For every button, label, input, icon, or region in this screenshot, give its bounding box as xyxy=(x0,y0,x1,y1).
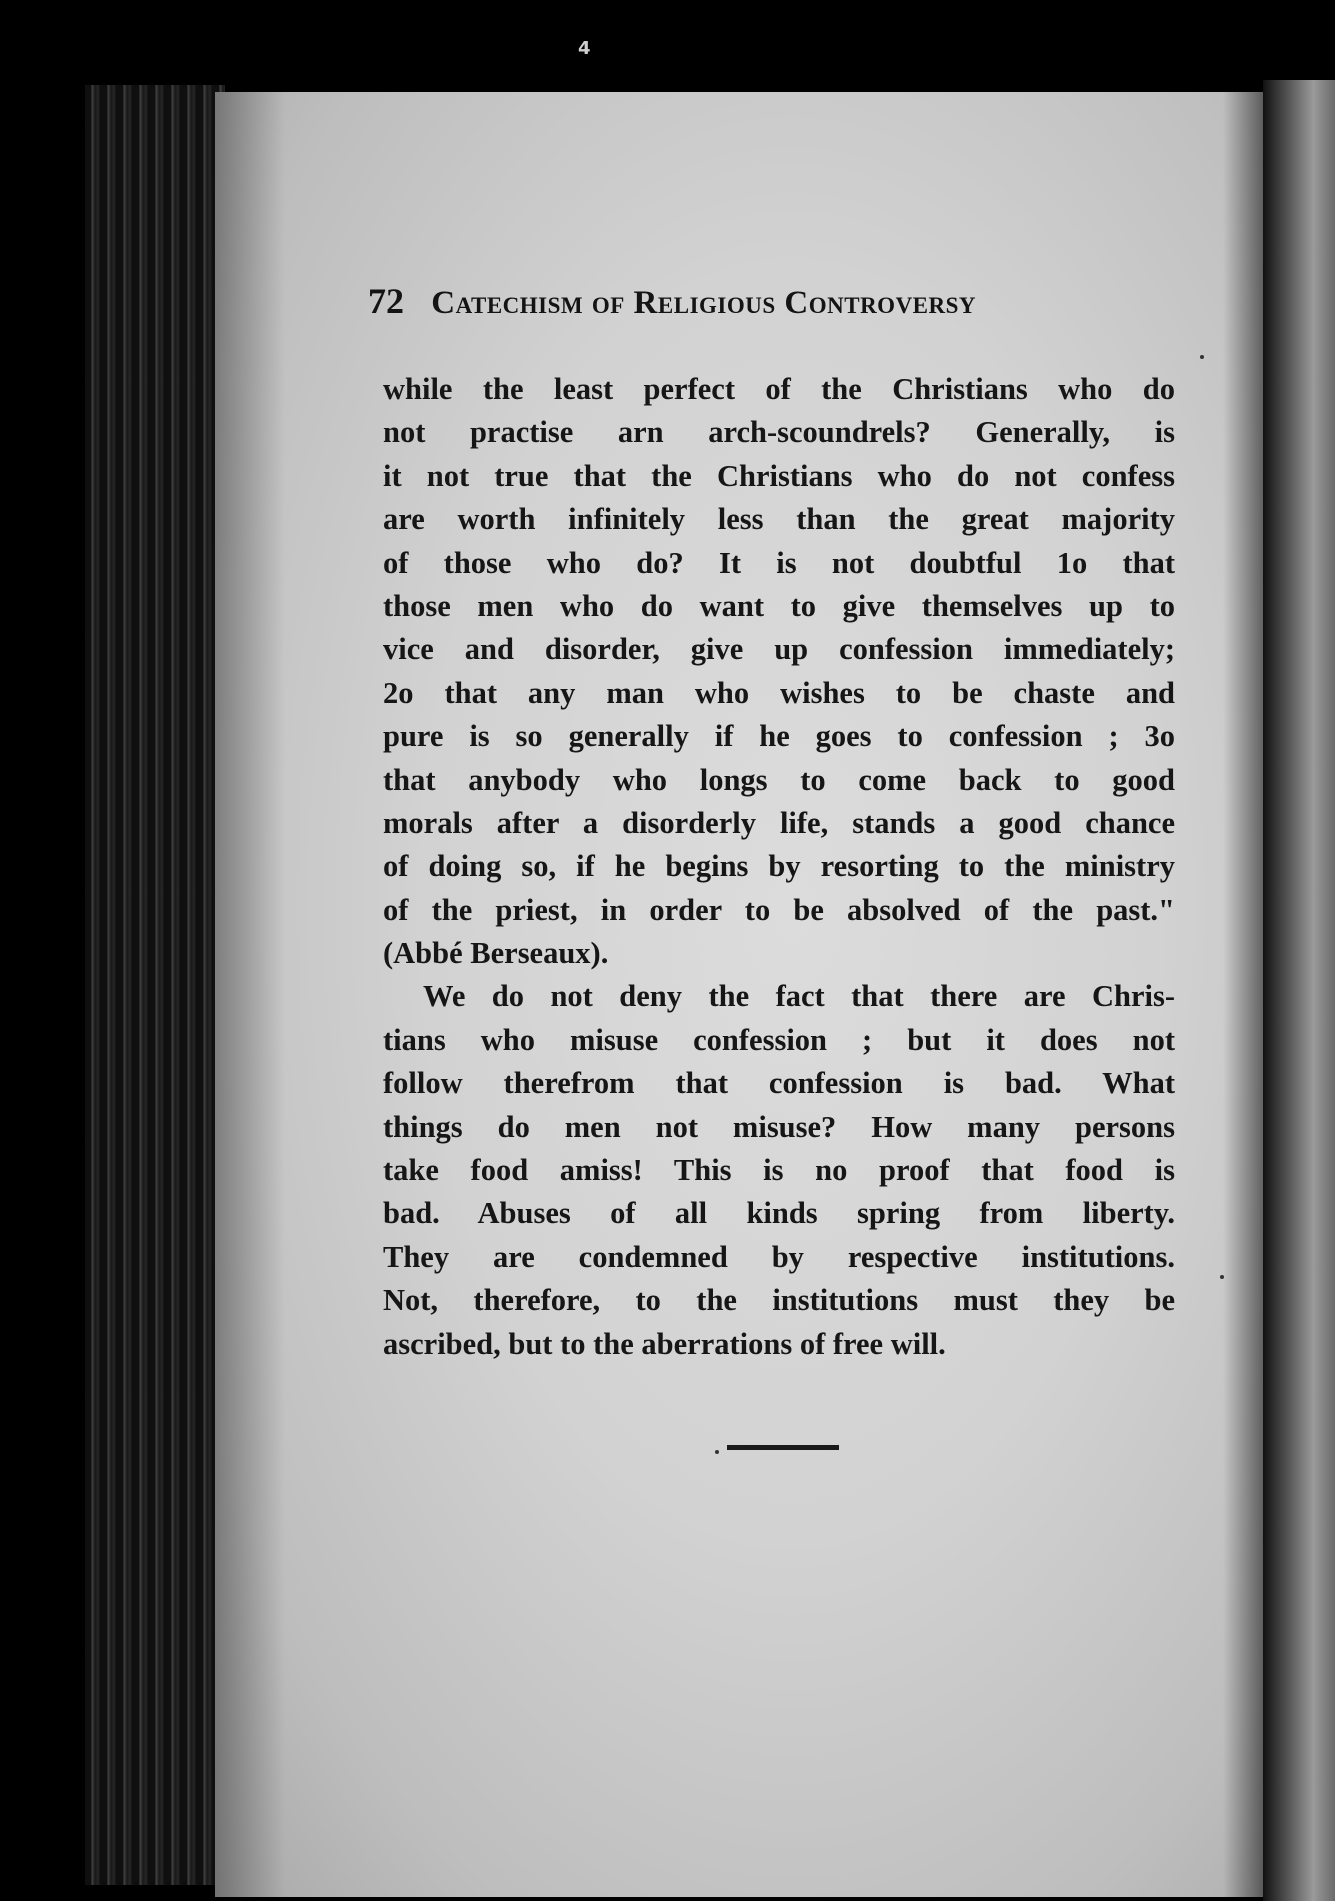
text-line: of the priest, in order to be absolved of the past." xyxy=(383,892,1175,927)
facing-page-edge xyxy=(1263,80,1335,1901)
text-line: ascribed, but to the aberrations of free will. xyxy=(383,1326,946,1361)
scan-speck xyxy=(715,1450,719,1454)
text-line: not practise arn arch-scoundrels? Generally, is xyxy=(383,415,1175,450)
body-text xyxy=(383,368,1175,1366)
text-line: take food amiss! This is no proof that food is xyxy=(383,1153,1175,1188)
text-line: We do not deny the fact that there are Chris- xyxy=(423,979,1175,1014)
text-line: are worth infinitely less than the great majority xyxy=(383,502,1175,537)
text-line: those men who do want to give themselves up to xyxy=(383,588,1175,623)
text-line: while the least perfect of the Christians who do xyxy=(383,372,1175,406)
scan-top-mark: 4 xyxy=(578,38,591,59)
text-line: pure is so generally if he goes to confession ; 3o xyxy=(383,719,1175,754)
text-line: morals after a disorderly life, stands a good chance xyxy=(383,805,1175,840)
text-line: They are condemned by respective institutions. xyxy=(383,1239,1175,1274)
text-line: follow therefrom that confession is bad. What xyxy=(383,1066,1175,1101)
text-line: bad. Abuses of all kinds spring from liberty. xyxy=(383,1196,1175,1231)
running-head-title: Catechism of Religious Controversy xyxy=(431,285,977,321)
text-line: of doing so, if he begins by resorting to the ministry xyxy=(383,849,1175,884)
text-line: 2o that any man who wishes to be chaste and xyxy=(383,675,1175,710)
scan-speck xyxy=(1200,355,1204,359)
text-line: tians who misuse confession ; but it does not xyxy=(383,1022,1175,1057)
text-line: vice and disorder, give up confession immediately; xyxy=(383,632,1175,667)
text-line: (Abbé Berseaux). xyxy=(383,936,609,971)
running-head xyxy=(368,280,1128,322)
text-line: that anybody who longs to come back to good xyxy=(383,762,1175,797)
text-line: Not, therefore, to the institutions must they be xyxy=(383,1283,1175,1318)
text-line: of those who do? It is not doubtful 1o that xyxy=(383,545,1175,580)
book-page-edges xyxy=(85,85,225,1885)
paragraph-1 xyxy=(383,368,1175,975)
text-line: it not true that the Christians who do not confess xyxy=(383,458,1175,493)
page-number: 72 xyxy=(368,281,404,321)
paragraph-2 xyxy=(383,975,1175,1366)
scan-speck xyxy=(1220,1275,1224,1279)
text-line: things do men not misuse? How many persons xyxy=(383,1109,1175,1144)
end-rule xyxy=(727,1445,839,1450)
